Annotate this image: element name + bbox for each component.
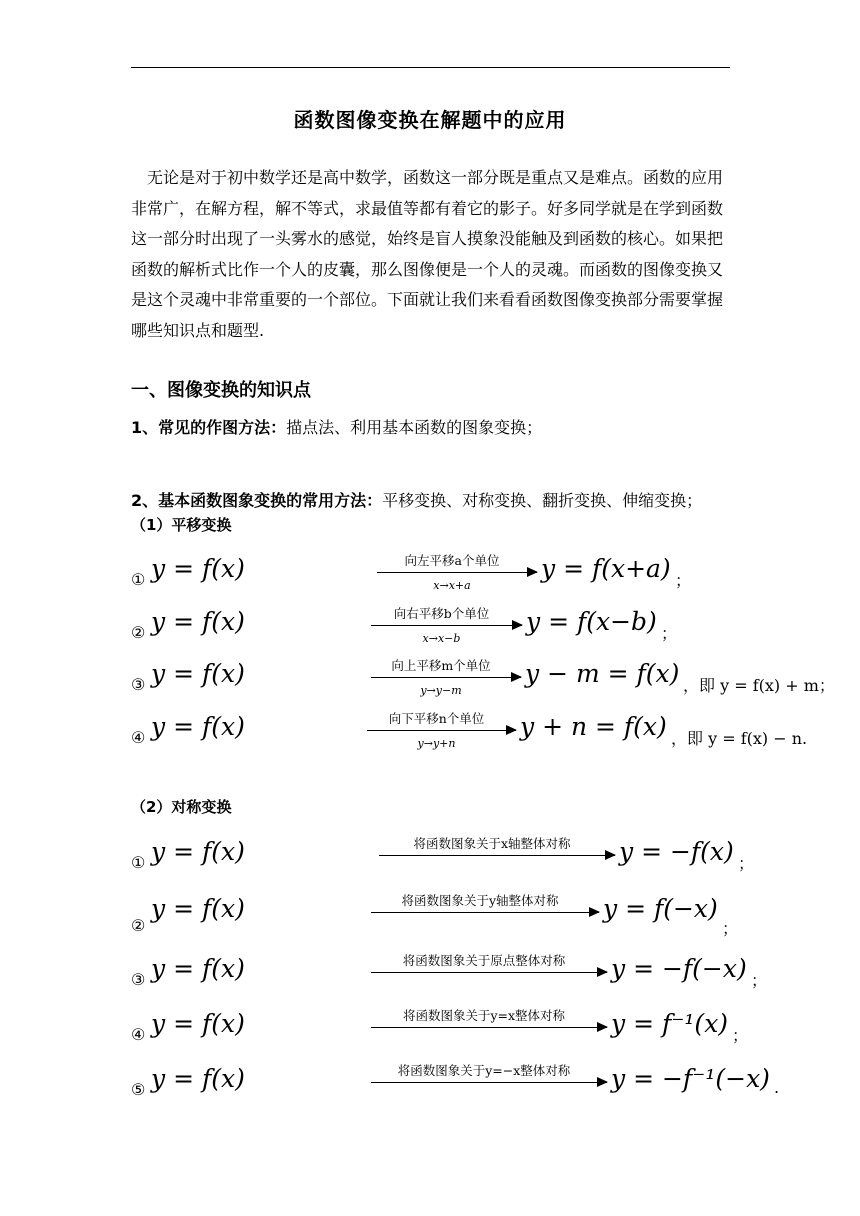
formula-number: ③: [131, 675, 146, 694]
formula-tail: .: [774, 1078, 780, 1097]
arrow-top-label: 向右平移b个单位: [393, 606, 490, 621]
formula-tail: ，即 y = f(x) − n.: [671, 729, 808, 748]
formula-lhs: y = f(x): [151, 1064, 245, 1093]
arrow-bottom-label: x→x+a: [433, 579, 471, 592]
item-label: 1、常见的作图方法：: [131, 418, 287, 437]
arrow-shaft: [371, 677, 521, 678]
arrow-top-label: 将函数图象关于原点整体对称: [402, 953, 566, 968]
formula-rhs: y − m = f(x): [525, 659, 680, 688]
formula-number: ②: [131, 623, 146, 642]
transform-arrow: [371, 1005, 607, 1051]
transform-arrow: [371, 1060, 607, 1106]
formula-tail: ；: [732, 1026, 749, 1045]
item-drawing-methods: [131, 415, 542, 438]
formula-row: [131, 1005, 749, 1051]
arrow-bottom-label: y→y+n: [417, 737, 456, 750]
formula-rhs: y + n = f(x): [520, 712, 667, 741]
header-rule: [131, 67, 730, 68]
arrow-head: [506, 725, 517, 735]
intro-paragraph: [131, 163, 731, 347]
formula-number: ④: [131, 728, 146, 747]
arrow-shaft: [371, 912, 599, 913]
transform-arrow: [379, 833, 615, 879]
arrow-head: [597, 967, 608, 977]
formula-lhs: y = f(x): [151, 894, 245, 923]
formula-lhs: y = f(x): [151, 1009, 245, 1038]
arrow-shaft: [371, 625, 522, 626]
formula-rhs: y = f(−x): [603, 894, 718, 923]
formula-tail: ；: [722, 919, 739, 938]
transform-arrow: [377, 550, 537, 596]
arrow-head: [527, 567, 538, 577]
formula-number: ①: [131, 853, 146, 872]
section-heading: 一、图像变换的知识点: [131, 380, 311, 401]
arrow-head: [597, 1077, 608, 1087]
arrow-top-label: 将函数图象关于y=x整体对称: [402, 1008, 566, 1023]
arrow-top-label: 将函数图象关于y轴整体对称: [401, 893, 559, 908]
arrow-top-label: 向左平移a个单位: [404, 553, 500, 568]
formula-row: [131, 890, 739, 938]
formula-row: [131, 655, 835, 701]
formula-row: [131, 1060, 780, 1106]
formula-number: ③: [131, 970, 146, 989]
formula-rhs: y = −f(x): [619, 837, 734, 866]
arrow-bottom-label: x→x−b: [422, 632, 461, 645]
formula-lhs: y = f(x): [151, 554, 245, 583]
subheading-symmetry: （2）对称变换: [131, 798, 232, 816]
formula-row: [131, 550, 731, 596]
transform-arrow: [371, 890, 599, 936]
arrow-head: [605, 850, 616, 860]
arrow-head: [512, 620, 523, 630]
formula-tail: ；: [738, 854, 755, 873]
arrow-top-label: 将函数图象关于x轴整体对称: [413, 836, 571, 851]
item-transform-methods: [131, 488, 702, 511]
formula-number: ①: [131, 570, 146, 589]
formula-lhs: y = f(x): [151, 659, 245, 688]
formula-rhs: y = f(x+a): [541, 554, 671, 583]
formula-row: [131, 833, 755, 879]
arrow-shaft: [371, 1082, 607, 1083]
arrow-shaft: [367, 730, 516, 731]
transform-arrow: [367, 708, 516, 754]
transform-arrow: [371, 603, 522, 649]
page-title: 函数图像变换在解题中的应用: [293, 108, 567, 132]
arrow-top-label: 向上平移m个单位: [391, 658, 491, 673]
formula-row: [131, 950, 768, 996]
arrow-shaft: [379, 855, 615, 856]
formula-number: ⑤: [131, 1080, 146, 1099]
subheading-translation: （1）平移变换: [131, 516, 232, 534]
transform-arrow: [371, 950, 607, 996]
formula-lhs: y = f(x): [151, 607, 245, 636]
formula-rhs: y = −f(−x): [611, 954, 747, 983]
transform-arrow: [371, 655, 521, 701]
arrow-top-label: 将函数图象关于y=−x整体对称: [397, 1063, 571, 1078]
arrow-head: [589, 907, 600, 917]
formula-lhs: y = f(x): [151, 712, 245, 741]
formula-tail: ；: [661, 624, 678, 643]
formula-rhs: y = f(x−b): [526, 607, 657, 636]
formula-rhs: y = f⁻¹(x): [611, 1009, 729, 1038]
formula-tail: ；: [675, 571, 692, 590]
formula-number: ②: [131, 916, 146, 935]
arrow-head: [511, 672, 522, 682]
formula-row: [131, 603, 731, 649]
arrow-shaft: [371, 972, 607, 973]
item-text: 描点法、利用基本函数的图象变换；: [286, 418, 543, 437]
intro-text: 无论是对于初中数学还是高中数学，函数这一部分既是重点又是难点。函数的应用非常广，在解方程，解不等式，求最值等都有着它的影子。好多同学就是在学到函数这一部分时出现了一头雾水的感觉，始终是盲人摸象没能触及到函数的核心。如果把函数的解析式比作一个人的皮囊，那么图像便是一个人的灵魂。而函数的图像变换又是这个灵魂中非常重要的一个部位。下面就让我们来看看函数图像变换部分需要掌握哪些知识点和题型.: [131, 168, 724, 340]
arrow-head: [597, 1022, 608, 1032]
formula-number: ④: [131, 1025, 146, 1044]
item-label: 2、基本函数图象变换的常用方法：: [131, 491, 383, 510]
formula-tail: ，即 y = f(x) + m；: [683, 676, 835, 695]
formula-tail: ；: [751, 971, 768, 990]
arrow-shaft: [371, 1027, 607, 1028]
formula-lhs: y = f(x): [151, 837, 245, 866]
formula-row: [131, 708, 808, 754]
item-text: 平移变换、对称变换、翻折变换、伸缩变换；: [382, 491, 703, 510]
formula-rhs: y = −f⁻¹(−x): [611, 1064, 770, 1093]
arrow-bottom-label: y→y−m: [420, 684, 462, 697]
arrow-shaft: [377, 572, 537, 573]
arrow-top-label: 向下平移n个单位: [388, 711, 485, 726]
formula-lhs: y = f(x): [151, 954, 245, 983]
